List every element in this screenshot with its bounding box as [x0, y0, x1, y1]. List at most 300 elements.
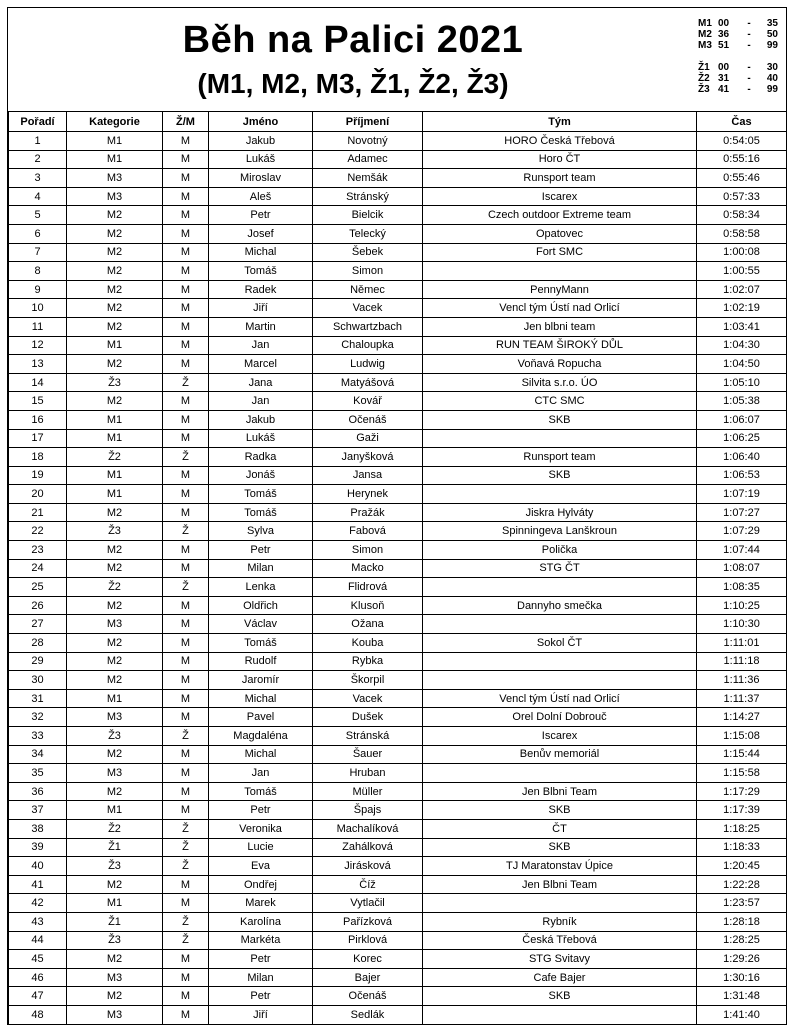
category-to: 30 — [766, 62, 778, 73]
cell-rank: 21 — [9, 503, 67, 522]
cell-time: 1:18:25 — [697, 819, 787, 838]
cell-gender: M — [163, 150, 209, 169]
cell-last-name: Macko — [313, 559, 423, 578]
cell-time: 1:11:01 — [697, 634, 787, 653]
table-row — [9, 262, 787, 281]
cell-category: Ž3 — [67, 373, 163, 392]
cell-rank: 6 — [9, 224, 67, 243]
cell-team: SKB — [423, 410, 697, 429]
header-team: Tým — [423, 112, 697, 132]
cell-rank: 22 — [9, 522, 67, 541]
cell-time: 1:07:44 — [697, 541, 787, 560]
cell-category: M2 — [67, 950, 163, 969]
cell-rank: 5 — [9, 206, 67, 225]
cell-rank: 39 — [9, 838, 67, 857]
category-to: 99 — [766, 84, 778, 95]
cell-category: M1 — [67, 336, 163, 355]
cell-time: 1:41:40 — [697, 1005, 787, 1024]
cell-first-name: Jakub — [209, 410, 313, 429]
cell-first-name: Petr — [209, 541, 313, 560]
cell-time: 1:18:33 — [697, 838, 787, 857]
page-subtitle: (M1, M2, M3, Ž1, Ž2, Ž3) — [197, 68, 509, 99]
cell-team: STG Svitavy — [423, 950, 697, 969]
results-sheet — [7, 7, 787, 1025]
cell-gender: M — [163, 317, 209, 336]
cell-first-name: Pavel — [209, 708, 313, 727]
table-row — [9, 950, 787, 969]
cell-last-name: Herynek — [313, 485, 423, 504]
category-range — [698, 40, 784, 51]
cell-team: Polička — [423, 541, 697, 560]
cell-time: 1:23:57 — [697, 894, 787, 913]
cell-team: Jen Blbni Team — [423, 875, 697, 894]
cell-last-name: Vytlačil — [313, 894, 423, 913]
table-row — [9, 708, 787, 727]
cell-last-name: Fabová — [313, 522, 423, 541]
cell-last-name: Flidrová — [313, 578, 423, 597]
cell-first-name: Petr — [209, 987, 313, 1006]
cell-first-name: Jan — [209, 336, 313, 355]
category-from: 51 — [718, 40, 730, 51]
table-row — [9, 299, 787, 318]
category-range — [698, 84, 784, 95]
cell-time: 1:06:53 — [697, 466, 787, 485]
cell-category: M1 — [67, 410, 163, 429]
cell-team: Runsport team — [423, 448, 697, 467]
cell-category: M1 — [67, 150, 163, 169]
cell-category: M1 — [67, 132, 163, 151]
cell-time: 1:15:44 — [697, 745, 787, 764]
cell-rank: 36 — [9, 782, 67, 801]
cell-rank: 46 — [9, 968, 67, 987]
table-row — [9, 355, 787, 374]
cell-first-name: Milan — [209, 559, 313, 578]
cell-gender: Ž — [163, 373, 209, 392]
cell-first-name: Lukáš — [209, 150, 313, 169]
cell-category: M2 — [67, 503, 163, 522]
table-header-row — [9, 112, 787, 132]
cell-gender: Ž — [163, 912, 209, 931]
cell-last-name: Klusoň — [313, 596, 423, 615]
cell-last-name: Pařízková — [313, 912, 423, 931]
cell-time: 1:14:27 — [697, 708, 787, 727]
cell-gender: Ž — [163, 448, 209, 467]
cell-gender: Ž — [163, 819, 209, 838]
cell-category: Ž1 — [67, 838, 163, 857]
category-dash: - — [747, 40, 751, 51]
cell-rank: 27 — [9, 615, 67, 634]
cell-time: 1:06:40 — [697, 448, 787, 467]
cell-gender: M — [163, 355, 209, 374]
cell-last-name: Chaloupka — [313, 336, 423, 355]
cell-rank: 42 — [9, 894, 67, 913]
cell-gender: M — [163, 429, 209, 448]
cell-last-name: Dušek — [313, 708, 423, 727]
cell-team — [423, 671, 697, 690]
cell-category: M2 — [67, 317, 163, 336]
cell-last-name: Janyšková — [313, 448, 423, 467]
cell-team: SKB — [423, 838, 697, 857]
cell-rank: 30 — [9, 671, 67, 690]
table-row — [9, 336, 787, 355]
table-row — [9, 150, 787, 169]
cell-rank: 43 — [9, 912, 67, 931]
cell-last-name: Ludwig — [313, 355, 423, 374]
table-row — [9, 280, 787, 299]
cell-rank: 47 — [9, 987, 67, 1006]
cell-first-name: Petr — [209, 801, 313, 820]
table-row — [9, 745, 787, 764]
cell-team: Sokol ČT — [423, 634, 697, 653]
cell-rank: 33 — [9, 727, 67, 746]
cell-gender: Ž — [163, 727, 209, 746]
cell-gender: M — [163, 615, 209, 634]
category-from: 31 — [718, 73, 730, 84]
header-last-name: Příjmení — [313, 112, 423, 132]
table-row — [9, 819, 787, 838]
cell-gender: M — [163, 541, 209, 560]
cell-first-name: Josef — [209, 224, 313, 243]
table-row — [9, 429, 787, 448]
cell-rank: 11 — [9, 317, 67, 336]
category-dash: - — [747, 84, 751, 95]
cell-first-name: Radek — [209, 280, 313, 299]
cell-category: M3 — [67, 764, 163, 783]
cell-rank: 28 — [9, 634, 67, 653]
cell-time: 1:04:30 — [697, 336, 787, 355]
cell-last-name: Šebek — [313, 243, 423, 262]
cell-gender: M — [163, 950, 209, 969]
cell-time: 1:05:38 — [697, 392, 787, 411]
table-row — [9, 224, 787, 243]
cell-first-name: Sylva — [209, 522, 313, 541]
cell-last-name: Rybka — [313, 652, 423, 671]
cell-rank: 8 — [9, 262, 67, 281]
cell-gender: M — [163, 187, 209, 206]
cell-category: M2 — [67, 206, 163, 225]
cell-rank: 45 — [9, 950, 67, 969]
cell-last-name: Škorpil — [313, 671, 423, 690]
cell-time: 1:00:55 — [697, 262, 787, 281]
cell-gender: M — [163, 559, 209, 578]
cell-team — [423, 262, 697, 281]
cell-team: Vencl tým Ústí nad Orlicí — [423, 299, 697, 318]
cell-time: 1:08:35 — [697, 578, 787, 597]
cell-last-name: Schwartzbach — [313, 317, 423, 336]
cell-team: Jen Blbni Team — [423, 782, 697, 801]
cell-first-name: Radka — [209, 448, 313, 467]
cell-first-name: Tomáš — [209, 634, 313, 653]
cell-first-name: Rudolf — [209, 652, 313, 671]
cell-team: Iscarex — [423, 187, 697, 206]
table-row — [9, 615, 787, 634]
cell-team — [423, 894, 697, 913]
cell-category: Ž3 — [67, 931, 163, 950]
cell-time: 1:17:39 — [697, 801, 787, 820]
cell-first-name: Jonáš — [209, 466, 313, 485]
results-body — [9, 132, 787, 1025]
table-row — [9, 578, 787, 597]
cell-time: 1:17:29 — [697, 782, 787, 801]
table-row — [9, 801, 787, 820]
cell-gender: M — [163, 1005, 209, 1024]
cell-time: 1:20:45 — [697, 857, 787, 876]
cell-last-name: Novotný — [313, 132, 423, 151]
cell-category: M3 — [67, 169, 163, 188]
cell-category: M2 — [67, 392, 163, 411]
cell-time: 1:28:18 — [697, 912, 787, 931]
cell-first-name: Markéta — [209, 931, 313, 950]
cell-team: RUN TEAM ŠIROKÝ DŮL — [423, 336, 697, 355]
cell-time: 1:11:36 — [697, 671, 787, 690]
category-to: 40 — [766, 73, 778, 84]
table-row — [9, 652, 787, 671]
cell-rank: 25 — [9, 578, 67, 597]
cell-last-name: Očenáš — [313, 410, 423, 429]
cell-gender: M — [163, 392, 209, 411]
category-dash: - — [747, 73, 751, 84]
table-row — [9, 392, 787, 411]
table-row — [9, 894, 787, 913]
cell-last-name: Jansa — [313, 466, 423, 485]
cell-rank: 12 — [9, 336, 67, 355]
table-row — [9, 541, 787, 560]
category-legend-female — [698, 62, 784, 95]
cell-gender: M — [163, 485, 209, 504]
cell-category: M2 — [67, 875, 163, 894]
cell-time: 1:07:19 — [697, 485, 787, 504]
cell-category: M2 — [67, 224, 163, 243]
category-from: 00 — [718, 18, 730, 29]
cell-team: Česká Třebová — [423, 931, 697, 950]
cell-last-name: Matyášová — [313, 373, 423, 392]
cell-last-name: Zahálková — [313, 838, 423, 857]
cell-rank: 7 — [9, 243, 67, 262]
cell-last-name: Bajer — [313, 968, 423, 987]
cell-category: Ž3 — [67, 522, 163, 541]
cell-gender: M — [163, 410, 209, 429]
cell-gender: M — [163, 224, 209, 243]
cell-category: M3 — [67, 187, 163, 206]
cell-last-name: Špajs — [313, 801, 423, 820]
cell-gender: M — [163, 745, 209, 764]
cell-category: M2 — [67, 299, 163, 318]
table-row — [9, 987, 787, 1006]
cell-last-name: Vacek — [313, 689, 423, 708]
cell-category: M2 — [67, 745, 163, 764]
cell-gender: M — [163, 689, 209, 708]
cell-time: 0:55:46 — [697, 169, 787, 188]
cell-first-name: Karolína — [209, 912, 313, 931]
table-row — [9, 466, 787, 485]
category-name: Ž1 — [698, 62, 710, 73]
cell-gender: M — [163, 875, 209, 894]
cell-rank: 13 — [9, 355, 67, 374]
cell-team: CTC SMC — [423, 392, 697, 411]
cell-rank: 23 — [9, 541, 67, 560]
cell-time: 1:31:48 — [697, 987, 787, 1006]
cell-team: Rybník — [423, 912, 697, 931]
cell-gender: Ž — [163, 931, 209, 950]
cell-team: Silvita s.r.o. ÚO — [423, 373, 697, 392]
cell-team: Voňavá Ropucha — [423, 355, 697, 374]
cell-last-name: Adamec — [313, 150, 423, 169]
cell-first-name: Miroslav — [209, 169, 313, 188]
table-row — [9, 132, 787, 151]
cell-last-name: Pirklová — [313, 931, 423, 950]
cell-time: 1:10:25 — [697, 596, 787, 615]
cell-first-name: Tomáš — [209, 262, 313, 281]
cell-last-name: Němec — [313, 280, 423, 299]
cell-team: STG ČT — [423, 559, 697, 578]
cell-last-name: Simon — [313, 541, 423, 560]
category-from: 36 — [718, 29, 730, 40]
cell-team: Runsport team — [423, 169, 697, 188]
cell-team — [423, 1005, 697, 1024]
cell-rank: 32 — [9, 708, 67, 727]
cell-team — [423, 578, 697, 597]
cell-rank: 35 — [9, 764, 67, 783]
cell-first-name: Petr — [209, 950, 313, 969]
cell-rank: 29 — [9, 652, 67, 671]
cell-first-name: Václav — [209, 615, 313, 634]
cell-team: SKB — [423, 466, 697, 485]
cell-gender: M — [163, 280, 209, 299]
table-row — [9, 782, 787, 801]
cell-last-name: Gaži — [313, 429, 423, 448]
cell-first-name: Michal — [209, 689, 313, 708]
category-range — [698, 18, 784, 29]
table-row — [9, 317, 787, 336]
cell-rank: 2 — [9, 150, 67, 169]
cell-team — [423, 764, 697, 783]
table-row — [9, 596, 787, 615]
cell-first-name: Jaromír — [209, 671, 313, 690]
category-range — [698, 62, 784, 73]
cell-gender: M — [163, 596, 209, 615]
table-row — [9, 559, 787, 578]
cell-time: 1:06:25 — [697, 429, 787, 448]
cell-category: M2 — [67, 559, 163, 578]
cell-gender: M — [163, 801, 209, 820]
cell-rank: 44 — [9, 931, 67, 950]
table-row — [9, 1005, 787, 1024]
cell-gender: M — [163, 466, 209, 485]
cell-gender: M — [163, 503, 209, 522]
cell-time: 1:11:37 — [697, 689, 787, 708]
cell-rank: 4 — [9, 187, 67, 206]
cell-time: 1:04:50 — [697, 355, 787, 374]
cell-category: M3 — [67, 708, 163, 727]
category-from: 41 — [718, 84, 730, 95]
table-row — [9, 373, 787, 392]
cell-category: M1 — [67, 485, 163, 504]
header-time: Čas — [697, 112, 787, 132]
cell-category: M2 — [67, 243, 163, 262]
cell-category: M3 — [67, 615, 163, 634]
category-name: M3 — [698, 40, 712, 51]
cell-time: 1:07:27 — [697, 503, 787, 522]
cell-last-name: Hruban — [313, 764, 423, 783]
cell-team: SKB — [423, 987, 697, 1006]
cell-last-name: Nemšák — [313, 169, 423, 188]
cell-last-name: Bielcik — [313, 206, 423, 225]
cell-team: Spinningeva Lanškroun — [423, 522, 697, 541]
cell-first-name: Michal — [209, 745, 313, 764]
cell-team: HORO Česká Třebová — [423, 132, 697, 151]
cell-last-name: Kovář — [313, 392, 423, 411]
header-first-name: Jméno — [209, 112, 313, 132]
cell-gender: M — [163, 243, 209, 262]
table-row — [9, 912, 787, 931]
cell-first-name: Marek — [209, 894, 313, 913]
cell-first-name: Jan — [209, 392, 313, 411]
cell-gender: M — [163, 782, 209, 801]
cell-time: 1:30:16 — [697, 968, 787, 987]
cell-rank: 24 — [9, 559, 67, 578]
cell-team: Cafe Bajer — [423, 968, 697, 987]
cell-rank: 31 — [9, 689, 67, 708]
title-block — [8, 8, 786, 111]
cell-time: 1:11:18 — [697, 652, 787, 671]
cell-last-name: Jirásková — [313, 857, 423, 876]
category-to: 99 — [766, 40, 778, 51]
cell-category: M2 — [67, 262, 163, 281]
cell-gender: M — [163, 671, 209, 690]
cell-first-name: Jana — [209, 373, 313, 392]
cell-gender: M — [163, 299, 209, 318]
cell-team: SKB — [423, 801, 697, 820]
cell-category: Ž2 — [67, 448, 163, 467]
cell-team: Vencl tým Ústí nad Orlicí — [423, 689, 697, 708]
cell-gender: M — [163, 336, 209, 355]
category-range — [698, 73, 784, 84]
cell-last-name: Telecký — [313, 224, 423, 243]
cell-first-name: Martin — [209, 317, 313, 336]
cell-time: 1:22:28 — [697, 875, 787, 894]
cell-first-name: Jiří — [209, 1005, 313, 1024]
cell-team: Jen blbni team — [423, 317, 697, 336]
cell-time: 0:55:16 — [697, 150, 787, 169]
cell-category: M2 — [67, 634, 163, 653]
cell-last-name: Šauer — [313, 745, 423, 764]
cell-gender: Ž — [163, 578, 209, 597]
category-dash: - — [747, 62, 751, 73]
cell-time: 1:08:07 — [697, 559, 787, 578]
cell-gender: M — [163, 987, 209, 1006]
cell-rank: 40 — [9, 857, 67, 876]
cell-team: Opatovec — [423, 224, 697, 243]
cell-team: ČT — [423, 819, 697, 838]
cell-time: 1:10:30 — [697, 615, 787, 634]
cell-time: 1:02:07 — [697, 280, 787, 299]
cell-first-name: Jiří — [209, 299, 313, 318]
cell-gender: M — [163, 634, 209, 653]
cell-first-name: Eva — [209, 857, 313, 876]
cell-category: M2 — [67, 987, 163, 1006]
table-row — [9, 503, 787, 522]
cell-rank: 14 — [9, 373, 67, 392]
cell-team: Horo ČT — [423, 150, 697, 169]
cell-team: Benův memoriál — [423, 745, 697, 764]
cell-category: M3 — [67, 968, 163, 987]
cell-time: 1:02:19 — [697, 299, 787, 318]
cell-last-name: Očenáš — [313, 987, 423, 1006]
cell-last-name: Simon — [313, 262, 423, 281]
cell-category: M2 — [67, 782, 163, 801]
cell-first-name: Aleš — [209, 187, 313, 206]
cell-gender: M — [163, 652, 209, 671]
